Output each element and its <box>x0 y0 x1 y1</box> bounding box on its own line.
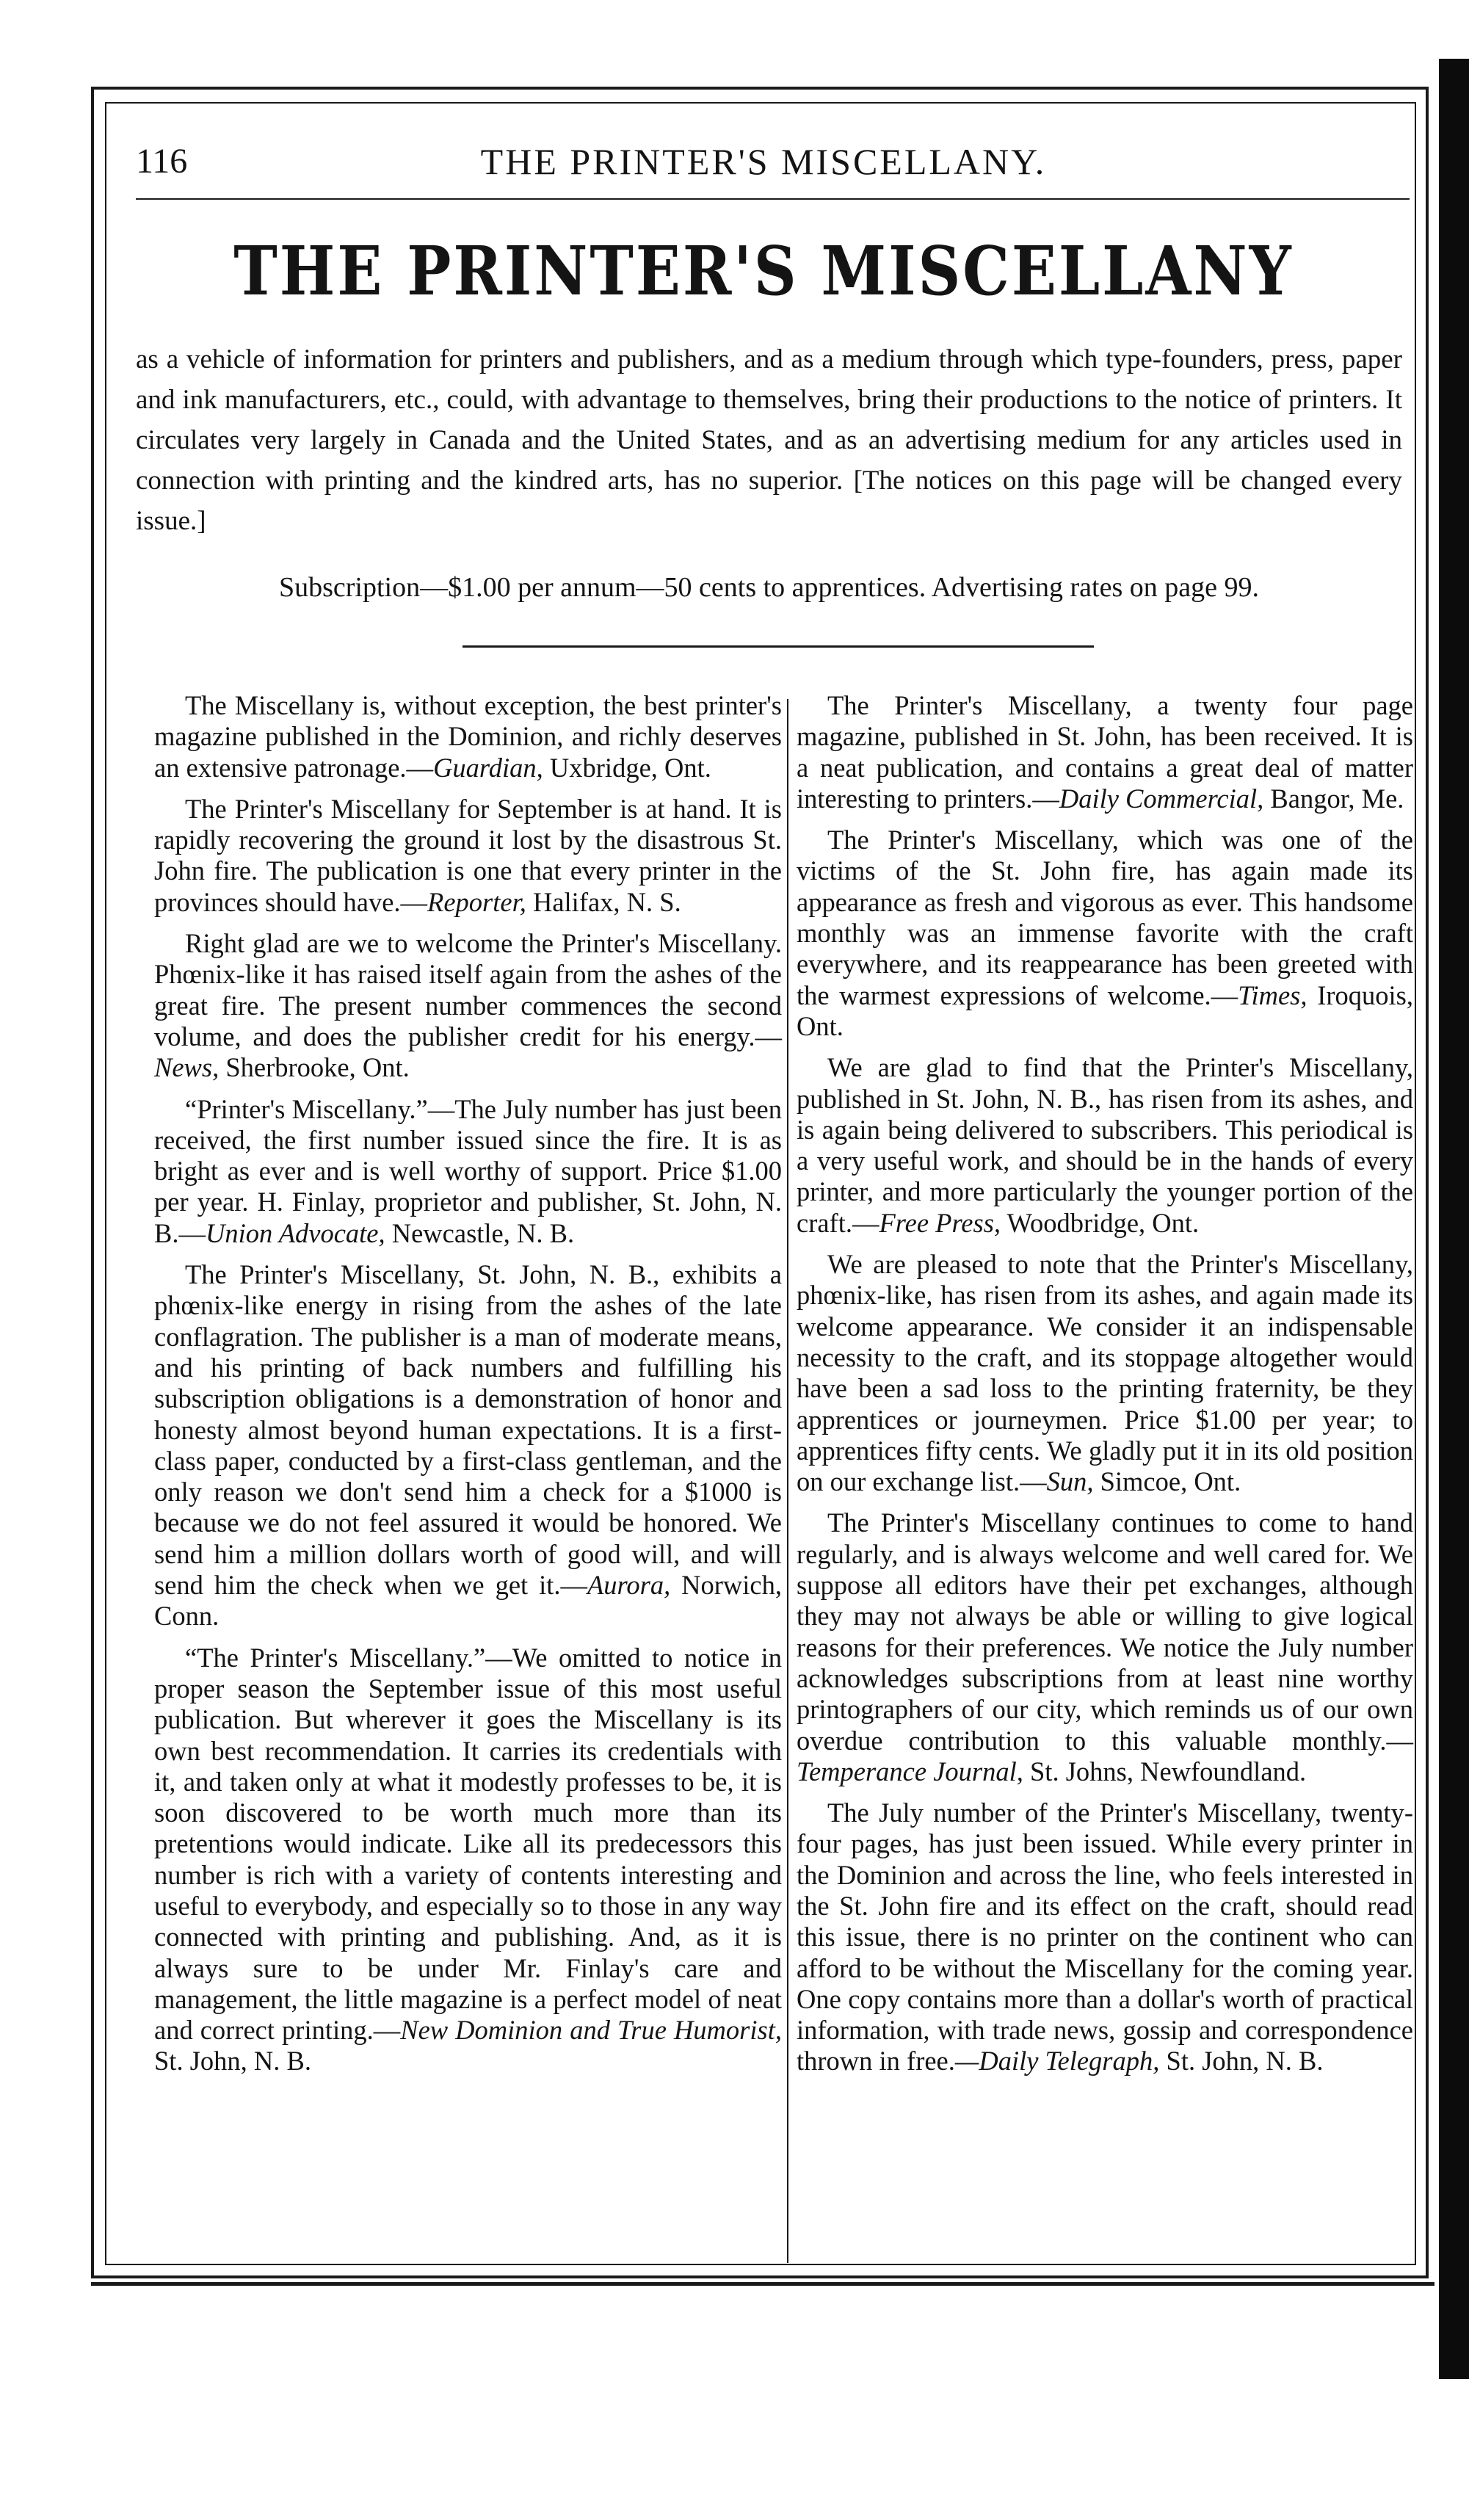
notice-paragraph <box>154 1259 782 1632</box>
notice-paragraph <box>797 825 1413 1042</box>
notice-source: Union Advocate, <box>205 1217 385 1248</box>
column-divider <box>787 699 788 2263</box>
notice-paragraph <box>797 690 1413 814</box>
notice-place: Simcoe, Ont. <box>1093 1466 1241 1497</box>
notice-source: News, <box>154 1052 220 1083</box>
notice-place: St. John, N. B. <box>154 2046 311 2077</box>
notice-paragraph <box>154 794 782 918</box>
notice-paragraph <box>797 1507 1413 1787</box>
page-header <box>136 136 1391 187</box>
notice-place: Newcastle, N. B. <box>385 1217 575 1248</box>
running-title: THE PRINTER'S MISCELLANY. <box>480 141 1047 182</box>
intro-paragraph: as a vehicle of information for printers and publishers, and as a medium through which type-founders, press, paper and ink manufacturers, etc., could, with advantage to themselves, bring their productions to the notice of printers. It circulates very largely in Canada and the United States, and as an advertising medium for any articles used in connection with printing and the kindred arts, has no superior. [The notices on this page will be changed every issue.] <box>136 344 1402 536</box>
right-column <box>797 690 1413 2088</box>
notice-text: “Printer's Miscellany.”—The July number has just been received, the first number issued since the fire. It is as bright as ever and is well worthy of support. Price $1.00 per year. H. Finlay, proprietor and publisher, St. John, N. B.— <box>154 1093 782 1248</box>
scan-edge-shadow <box>1439 59 1469 2379</box>
notice-place: Iroquois, Ont. <box>797 980 1414 1041</box>
notice-source: Sun, <box>1046 1466 1094 1497</box>
notice-text: The July number of the Printer's Miscellany, twenty-four pages, has just been issued. While every printer in the Dominion and across the line, who feels interested in the St. John fire and its effect on the craft, should read this issue, there is no printer on the continent who can afford to be without the Miscellany for the coming year. One copy contains more than a dollar's worth of practical information, with trade news, gossip and correspondence thrown in free. <box>797 1797 1413 2077</box>
notice-place: Bangor, Me. <box>1263 783 1404 814</box>
notice-paragraph <box>797 1797 1413 2077</box>
notice-paragraph <box>154 1094 782 1249</box>
subscription-line: Subscription—$1.00 per annum—50 cents to apprentices. Advertising rates on page 99. <box>278 572 1259 603</box>
notice-text: The Printer's Miscellany, which was one of the victims of the St. John fire, has again made its appearance as fresh and vigorous as ever. This handsome monthly was an immense favorite with the craft everywhere, and its reappearance has been greeted with the warmest expressions of welcome.— <box>797 825 1413 1010</box>
notice-place: Sherbrooke, Ont. <box>219 1052 410 1083</box>
notice-source: Guardian, <box>433 752 543 783</box>
notice-source: —Daily Telegraph, <box>954 2046 1160 2077</box>
notice-text: We are glad to find that the Printer's Miscellany, published in St. John, N. B., has risen from its ashes, and is again being delivered to subscribers. This periodical is a very useful work, and should be in the hands of every printer, and more particularly the younger portion of the craft.— <box>797 1052 1413 1238</box>
notice-text: The Miscellany is, without exception, the best printer's magazine published in the Dominion, and richly deserves an extensive patronage.— <box>154 690 782 783</box>
left-column <box>154 690 782 2088</box>
notice-paragraph <box>154 690 782 783</box>
notice-place: St. Johns, Newfoundland. <box>1023 1756 1307 1786</box>
page-number: 116 <box>136 142 188 181</box>
notice-source: Aurora, <box>587 1570 671 1601</box>
notice-source: Daily Commercial, <box>1059 783 1264 814</box>
header-rule <box>136 198 1410 200</box>
notice-paragraph <box>154 1643 782 2077</box>
notice-source: Temperance Journal, <box>797 1756 1023 1786</box>
notice-paragraph <box>154 928 782 1083</box>
notice-paragraph <box>797 1249 1413 1497</box>
notice-place: Norwich, Conn. <box>154 1570 783 1632</box>
headline: THE PRINTER'S MISCELLANY <box>233 231 1294 311</box>
notice-text: The Printer's Miscellany, a twenty four page magazine, published in St. John, has been received. It is a neat publication, and contains a great deal of matter interesting to printers.— <box>797 690 1413 814</box>
notice-text: We are pleased to note that the Printer's Miscellany, phœnix-like, has risen from its ashes, and again made its welcome appearance. We consider it an indispensable necessity to the craft, and its stoppage altogether would have been a sad loss to the printing fraternity, be they apprentices or journeymen. Price $1.00 per year; to apprentices fifty cents. We gladly put it in its old position on our exchange list.— <box>797 1249 1413 1497</box>
notice-text: “The Printer's Miscellany.”—We omitted to notice in proper season the September issue of this most useful publication. But wherever it goes the Miscellany is its own best recommendation. It carries its credentials with it, and taken only at what it modestly professes to be, it is soon discovered to be worth much more than its pretentions would indicate. Like all its predecessors this number is rich with a variety of contents interesting and useful to everybody, and especially so to those in any way connected with printing and publishing. And, as it is always sure to be under Mr. Finlay's care and management, the little magazine is a perfect model of neat and correct printing.— <box>154 1642 782 2046</box>
notice-place: St. John, N. B. <box>1159 2046 1324 2077</box>
notice-text: The Printer's Miscellany, St. John, N. B., exhibits a phœnix-like energy in rising from the ashes of the late conflagration. The publisher is a man of moderate means, and his printing of back numbers and fulfilling his subscription obligations is a demonstration of honor and honesty almost beyond human expectations. It is a first-class paper, conducted by a first-class gentleman, and the only reason we don't send him a check for a $1000 is because we do not feel assured it would be honored. We send him a million dollars worth of good will, and will send him the check when we get it.— <box>154 1259 782 1601</box>
notice-place: Uxbridge, Ont. <box>543 752 711 783</box>
notice-text: The Printer's Miscellany continues to come to hand regularly, and is always welcome and well cared for. We suppose all editors have their pet exchanges, although they may not always be able or willing to give logical reasons for their preferences. We notice the July number acknowledges subscriptions from at least nine worthy printographers of our city, which reminds us of our own overdue contribution to this valuable monthly.— <box>797 1507 1413 1756</box>
notice-place: Halifax, N. S. <box>526 886 681 917</box>
notice-text: Right glad are we to welcome the Printer's Miscellany. Phœnix-like it has raised itself again from the ashes of the great fire. The present number commences the second volume, and does the publisher credit for his energy.— <box>154 928 782 1051</box>
notice-paragraph <box>797 1052 1413 1239</box>
bottom-rule <box>91 2282 1434 2286</box>
notice-place: Woodbridge, Ont. <box>1001 1207 1200 1238</box>
notice-source: Reporter, <box>427 886 526 917</box>
notice-source: New Dominion and True Humorist, <box>400 2015 782 2046</box>
notice-source: Times, <box>1238 980 1307 1010</box>
notice-source: Free Press, <box>879 1207 1001 1238</box>
notice-text: The Printer's Miscellany for September is at hand. It is rapidly recovering the ground it lost by the disastrous St. John fire. The publication is one that every printer in the provinces should have.— <box>154 793 782 917</box>
section-rule <box>463 645 1094 648</box>
